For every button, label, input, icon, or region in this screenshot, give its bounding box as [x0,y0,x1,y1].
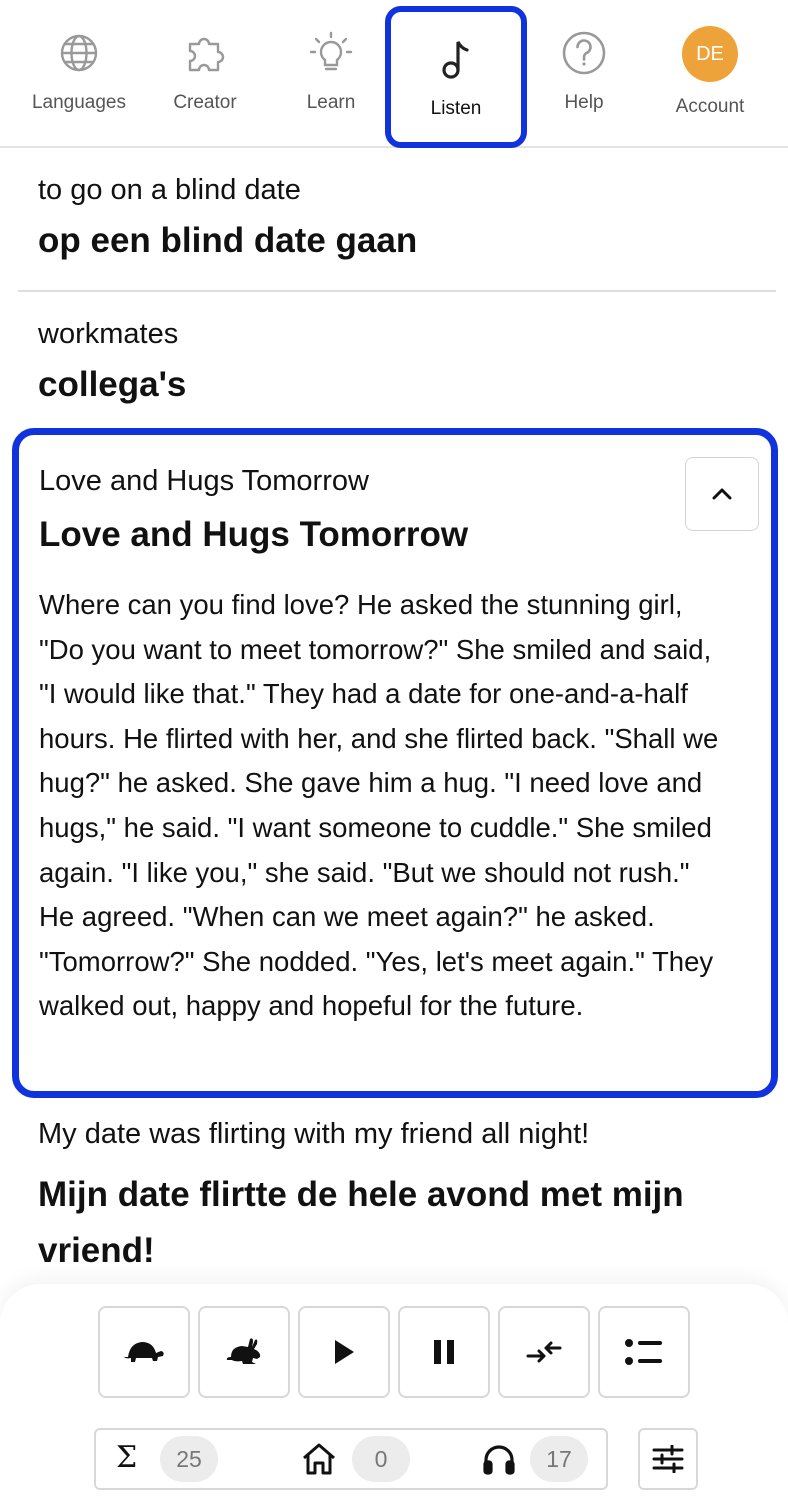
sigma-icon: Σ [116,1440,138,1475]
phrase-item[interactable] [38,318,758,413]
total-count: 25 [160,1436,218,1482]
sliders-icon [652,1445,684,1473]
nav-languages[interactable] [16,0,142,146]
nav-creator[interactable] [142,0,268,146]
nav-help[interactable] [521,0,647,146]
nav-label: Help [564,92,604,113]
nav-account[interactable] [647,0,773,146]
nav-listen[interactable] [385,6,527,148]
nav-learn[interactable] [268,0,394,146]
story-dutch-title: Love and Hugs Tomorrow [39,515,469,554]
play-button[interactable] [298,1306,390,1398]
pause-button[interactable] [398,1306,490,1398]
help-icon [561,30,607,76]
phrase-english: workmates [38,318,179,350]
swap-language-button[interactable] [498,1306,590,1398]
playlist-button[interactable] [598,1306,690,1398]
phrase-item[interactable] [38,174,758,269]
phrase-english: to go on a blind date [38,174,301,206]
story-text: Where can you find love? He asked the stunning girl, "Do you want to meet tomorrow?" She smiled and said, "I would like that." They had a date for one-and-a-half hours. He flirted with her, and she flirted back. "Shall we hug?" he asked. She gave him a hug. "I need love and hugs," he said. "I want someone to cuddle." She smiled again. "I like you," she said. "But we should not rush." He agreed. "When can we meet again?" he asked. "Tomorrow?" She nodded. "Yes, let's meet again." They walked out, happy and hopeful for the future. [39,589,719,1022]
home-icon [298,1438,340,1480]
audio-player [0,1284,788,1506]
nav-label: Learn [306,92,356,113]
swap-icon [524,1337,564,1367]
story-english-title: Love and Hugs Tomorrow [39,465,369,497]
nav-label: Listen [430,98,482,119]
music-note-icon [433,36,479,82]
puzzle-icon [182,30,228,76]
list-icon [624,1336,664,1368]
nav-label: Account [675,96,745,117]
play-icon [331,1338,357,1366]
chevron-up-icon [711,485,733,501]
lightbulb-icon [308,30,354,76]
stats-bar [94,1428,608,1490]
headphones-icon [478,1438,520,1480]
phrase-dutch: Mijn date flirtte de hele avond met mijn vriend! [38,1175,684,1270]
rabbit-icon [223,1335,265,1369]
story-card[interactable] [12,428,778,1098]
fast-speed-button[interactable] [198,1306,290,1398]
phrase-dutch: op een blind date gaan [38,221,418,260]
home-count: 0 [352,1436,410,1482]
globe-icon [56,30,102,76]
nav-label: Languages [31,92,127,113]
nav-label: Creator [173,92,237,113]
phrase-dutch: collega's [38,365,187,404]
phrase-item[interactable] [38,1118,758,1279]
avatar: DE [682,26,738,82]
listened-count: 17 [530,1436,588,1482]
settings-button[interactable] [638,1428,698,1490]
phrase-english: My date was flirting with my friend all night! [38,1118,590,1150]
slow-speed-button[interactable] [98,1306,190,1398]
turtle-icon [122,1337,166,1367]
top-navigation [0,0,788,148]
pause-icon [431,1338,457,1366]
collapse-button[interactable] [685,457,759,531]
divider [18,290,776,292]
